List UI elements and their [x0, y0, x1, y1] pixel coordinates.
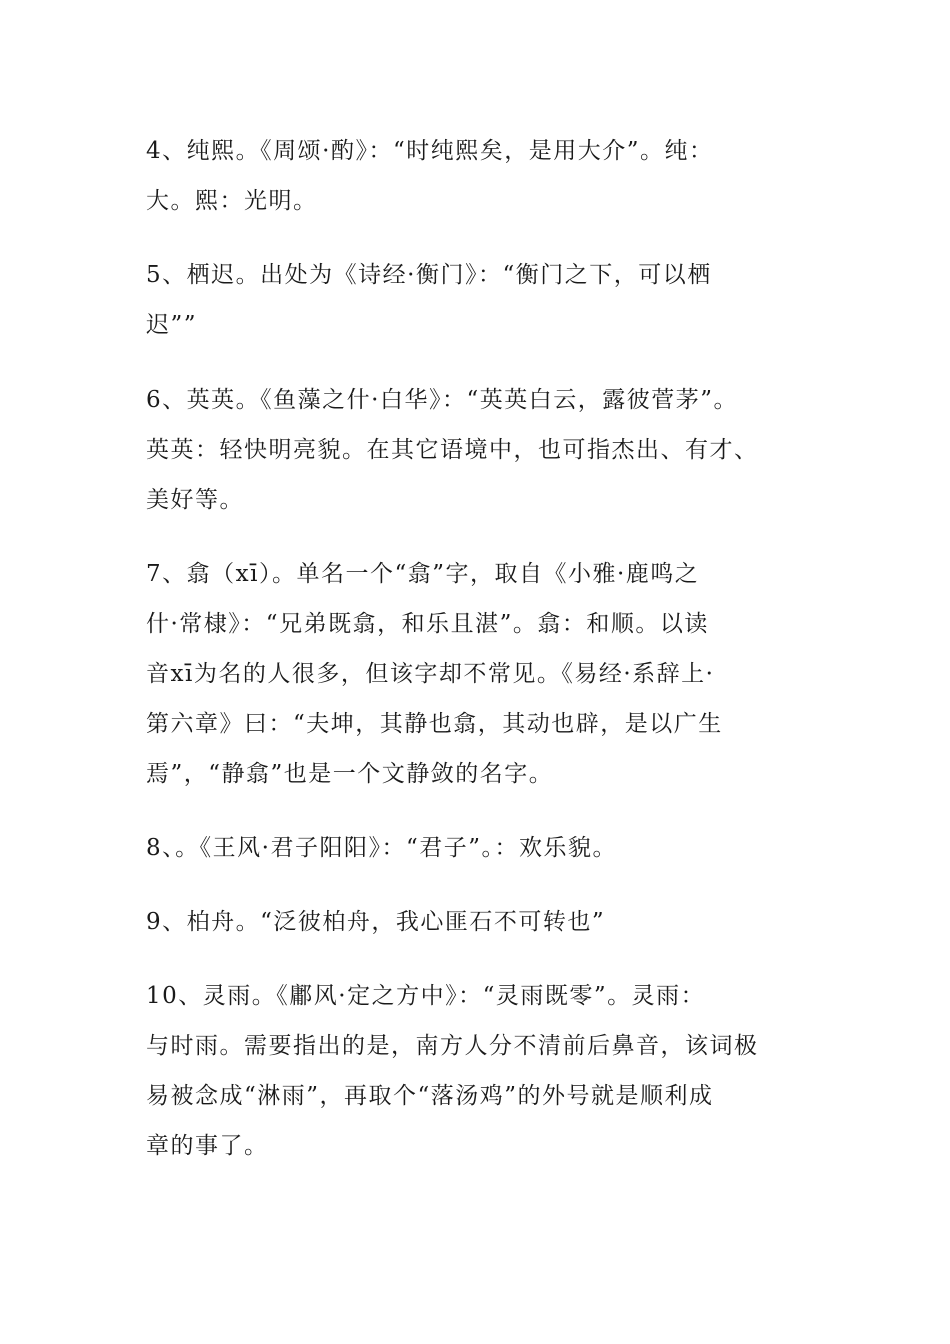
entry-line: 迟””	[146, 312, 198, 338]
entry-line: 8、。《王风·君子阳阳》：“君子”。：欢乐貌。	[146, 835, 617, 861]
entry-line: 7、翕（xī）。单名一个“翕”字，取自《小雅·鹿鸣之	[146, 561, 700, 587]
entry-10-lingyu	[146, 971, 826, 1171]
entry-line: 4、纯熙。《周颂·酌》：“时纯熙矣，是用大介”。纯：	[146, 138, 714, 164]
entry-line: 10、灵雨。《鄘风·定之方中》：“灵雨既零”。灵雨：	[146, 983, 706, 1009]
entry-line: 与时雨。需要指出的是，南方人分不清前后鼻音，该词极	[146, 1033, 759, 1059]
entry-line: 6、英英。《鱼藻之什·白华》：“英英白云，露彼菅茅”。	[146, 387, 738, 413]
entry-4-chunxi	[146, 126, 826, 226]
entry-line: 9、柏舟。“泛彼柏舟，我心匪石不可转也”	[146, 909, 606, 935]
entry-line: 5、栖迟。出处为《诗经·衡门》：“衡门之下，可以栖	[146, 262, 712, 288]
entry-line: 大。熙：光明。	[146, 188, 318, 214]
entry-9-baizhou	[146, 897, 826, 947]
entry-7-xi	[146, 549, 826, 799]
entry-line: 章的事了。	[146, 1133, 269, 1159]
entry-line: 焉”，“静翕”也是一个文静敛的名字。	[146, 761, 554, 787]
entry-5-qichi	[146, 250, 826, 350]
entry-line: 易被念成“淋雨”，再取个“落汤鸡”的外号就是顺利成	[146, 1083, 714, 1109]
entry-line: 什·常棣》：“兄弟既翕，和乐且湛”。翕：和顺。以读	[146, 611, 709, 637]
entry-line: 第六章》曰：“夫坤，其静也翕，其动也辟，是以广生	[146, 711, 723, 737]
entry-line: 英英：轻快明亮貌。在其它语境中，也可指杰出、有才、	[146, 437, 759, 463]
entry-6-yingying	[146, 375, 826, 525]
entry-8	[146, 823, 826, 873]
entry-line: 美好等。	[146, 487, 244, 513]
entry-line: 音xī为名的人很多，但该字却不常见。《易经·系辞上·	[146, 661, 715, 687]
